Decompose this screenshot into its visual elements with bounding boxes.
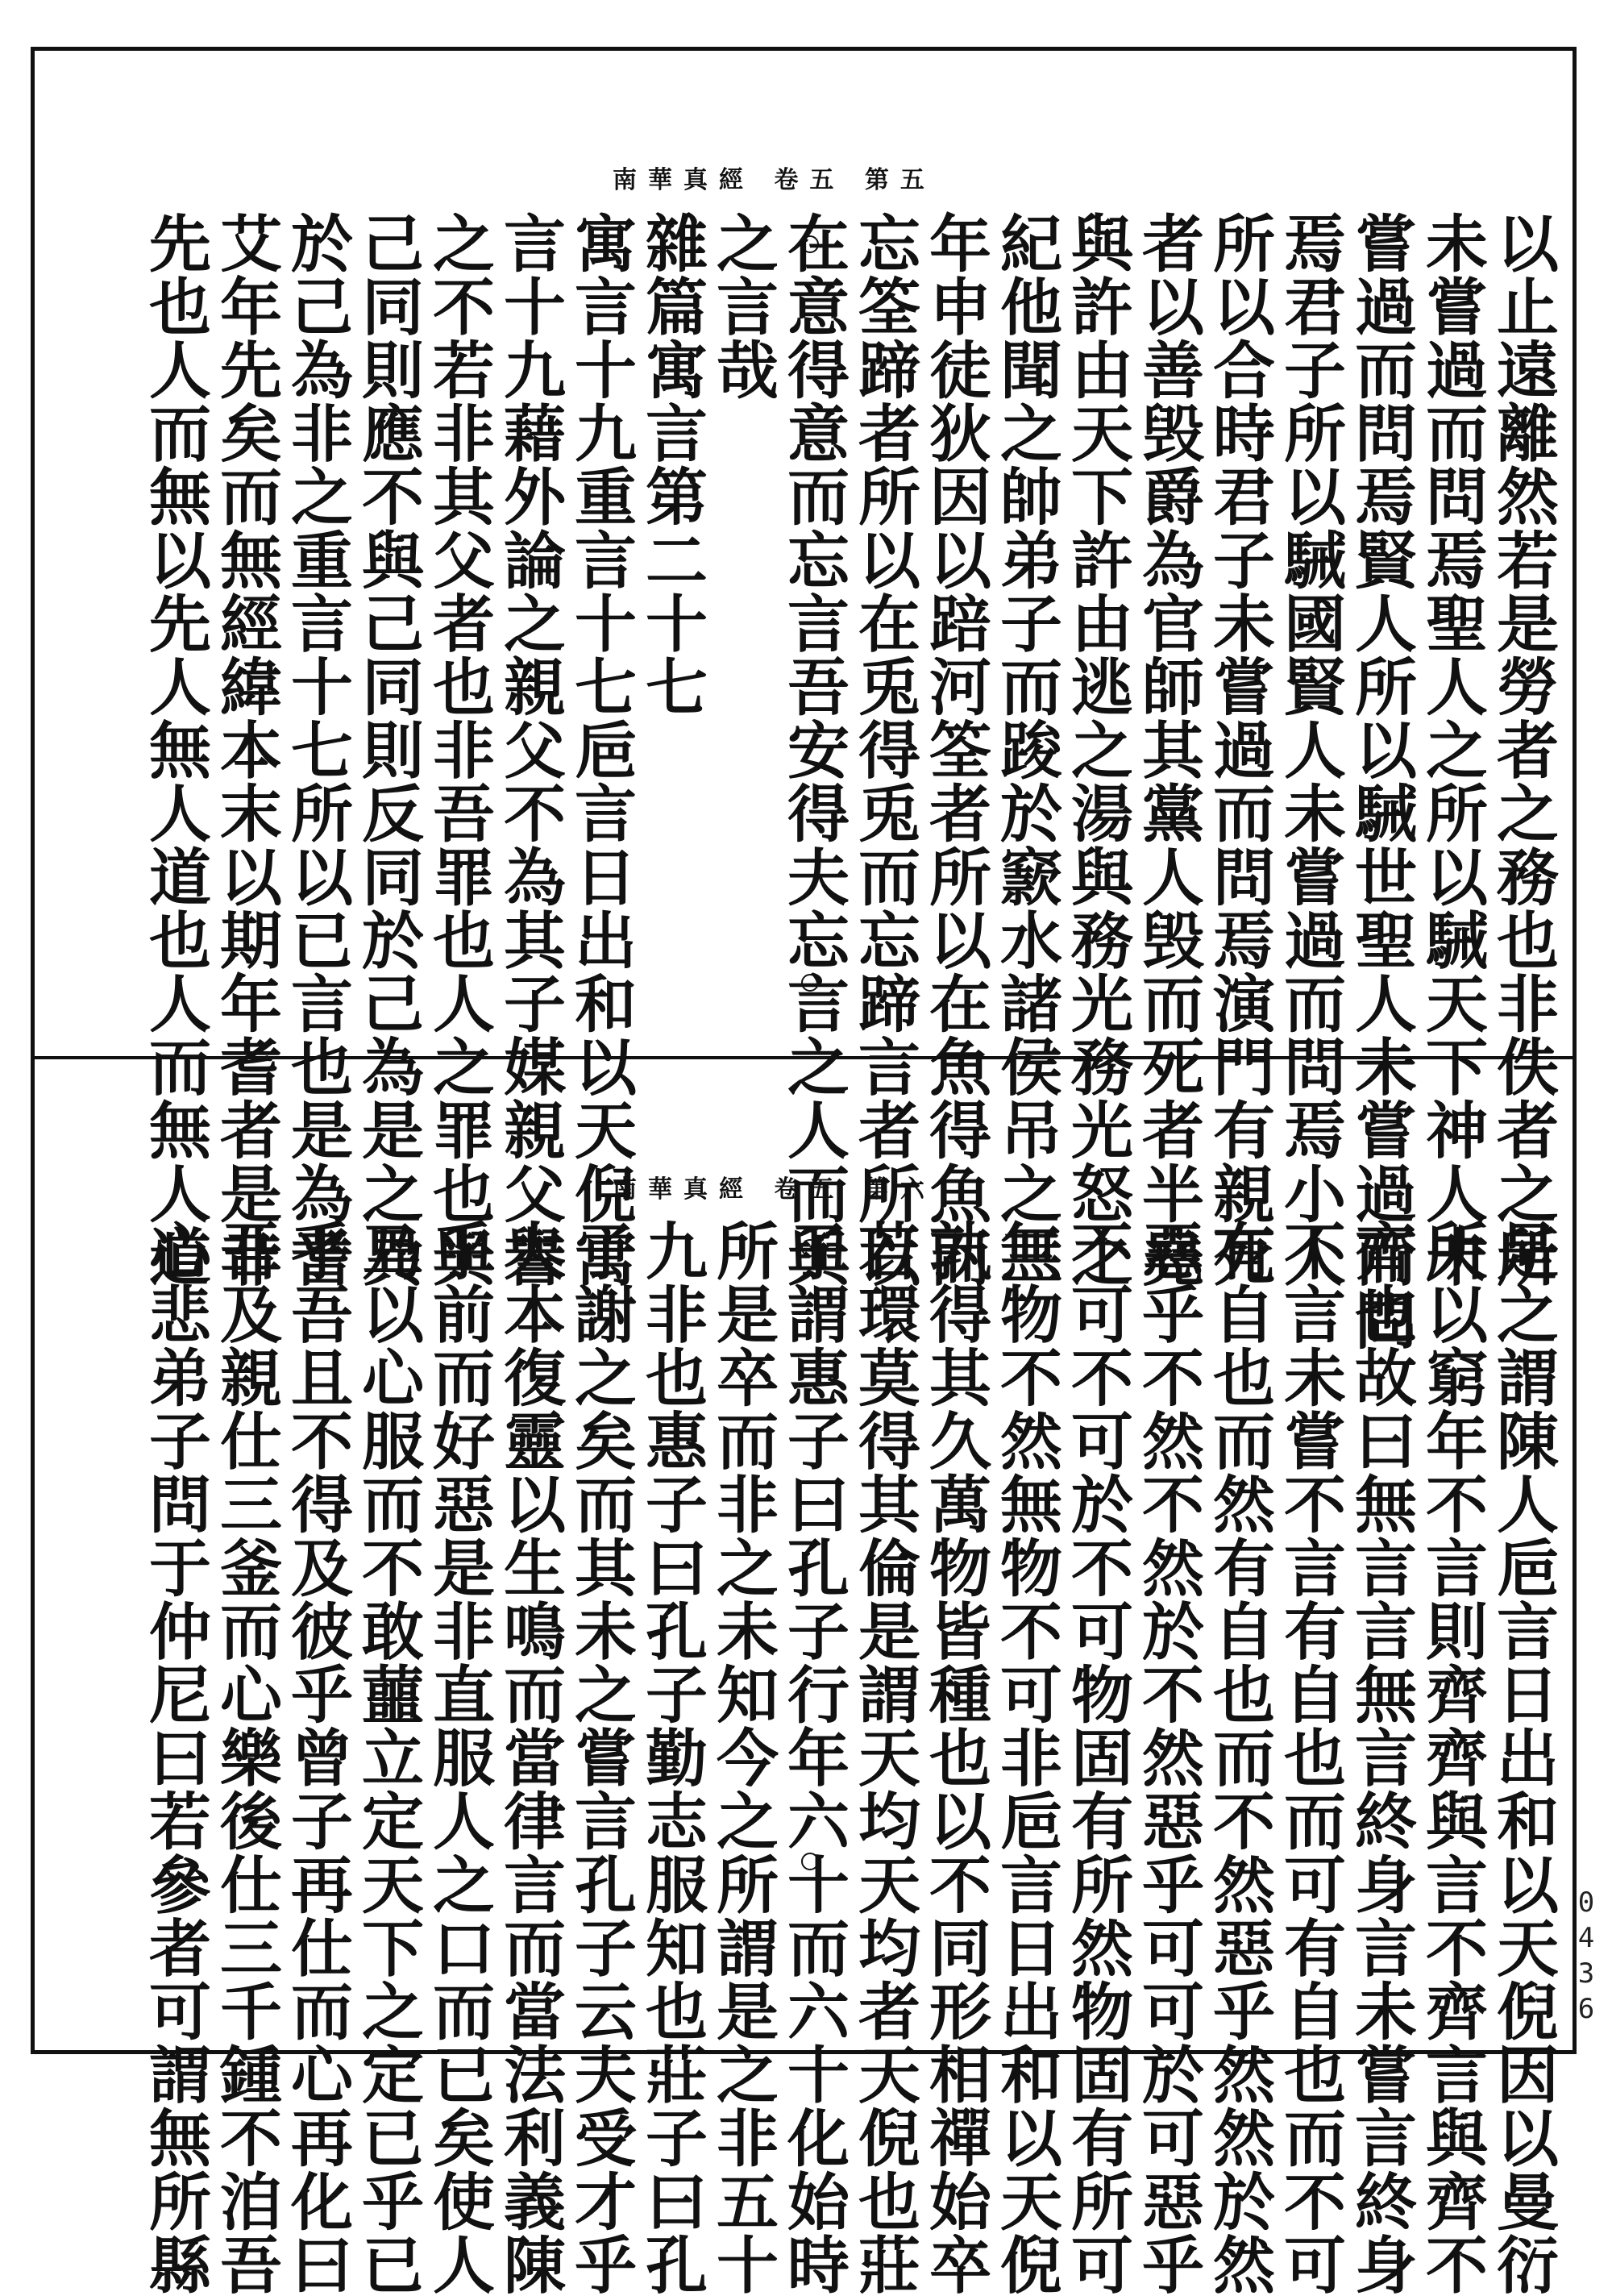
page-number: 0436 [1570, 1886, 1602, 2028]
text-column: 乃以心服而不敢蘁立定天下之定已乎已 [351, 1219, 424, 2296]
text-column: 言十九藉外論之親父不為其子媒親父譽 [493, 211, 566, 1289]
text-column: 於己為非之重言十七所以已言也是為耆 [280, 211, 353, 1289]
text-column: 未嘗過而問焉聖人之所以駴天下神人未 [1415, 211, 1488, 1289]
text-column: 己同則應不與己同則反同於己為是之異 [351, 211, 424, 1289]
text-column: 子謝之矣而其未之嘗言孔子云夫受才乎 [564, 1219, 637, 2296]
text-column: 不言未嘗不言有自也而可有自也而不可 [1273, 1219, 1346, 2296]
text-column: 心悲弟子問于仲尼曰若參者可謂無所縣 [139, 1219, 211, 2296]
text-column: 乎前而好惡是非直服人之口而已矣使人 [422, 1219, 495, 2296]
top-page-header: 南華真經 卷五 第五 [613, 166, 936, 194]
text-column: 有自也而然有自也而不然惡乎然然於然 [1203, 1219, 1275, 2296]
text-column: 子謂惠子曰孔子行年六十而六十化始時 [777, 1219, 850, 2296]
text-column: 惡乎不然不然於不然惡乎可可於可惡乎 [1132, 1219, 1204, 2296]
text-column: 所以窮年不言則齊齊與言不齊言與齊不 [1415, 1219, 1488, 2296]
text-column: 焉君子所以駴國賢人未嘗過而問焉小人 [1273, 211, 1346, 1289]
circle-marker-icon [801, 974, 819, 992]
text-column: 所以合時君子未嘗過而問焉演門有親死 [1203, 211, 1275, 1289]
text-column: 所是卒而非之未知今之所謂是之非五十 [706, 1219, 779, 2296]
text-column: 寓言十九重言十七巵言日出和以天倪寓 [564, 211, 637, 1289]
text-column: 以止遠離然若是勞者之務也非佚者之所 [1486, 211, 1559, 1289]
text-column: 若環莫得其倫是謂天均天均者天倪也莊 [848, 1219, 920, 2296]
text-column: 先也人而無以先人無人道也人而無人道 [139, 211, 211, 1289]
circle-marker-icon [801, 1239, 819, 1257]
text-column: 忘筌蹄者所以在兎得兎而忘蹄言者所以 [848, 211, 920, 1289]
text-column: 吾及親仕三釜而心樂後仕三千鍾不洎吾 [210, 1219, 282, 2296]
text-column: 年申徒狄因以踣河筌者所以在魚得魚而 [919, 211, 991, 1289]
circle-marker-icon [801, 235, 819, 253]
text-column: 大本復靈以生鳴而當律言而當法利義陳 [493, 1219, 566, 2296]
text-column: 艾年先矣而無經緯本末以期年耆者是非 [210, 211, 282, 1289]
bottom-page-header: 南華真經 卷五 第六 [613, 1175, 936, 1204]
text-column: 不可不可於不可物固有所然物固有所可 [1061, 1219, 1133, 2296]
text-column: 乎吾且不得及彼乎曾子再仕而心再化曰 [280, 1219, 353, 2296]
text-column: 在意得意而忘言吾安得夫忘言之人而與 [777, 211, 850, 1289]
text-column: 雜篇寓言第二十七 [635, 211, 708, 718]
text-column: 齊也故曰無言言無言終身言未嘗言終身 [1344, 1219, 1417, 2296]
text-column: 嘗過而問焉賢人所以駴世聖人未嘗過而問 [1344, 211, 1417, 1352]
text-column: 之言哉 [706, 211, 779, 401]
text-column: 者以善毁爵為官師其黨人毁而死者半堯 [1132, 211, 1204, 1289]
text-column: 孰得其久萬物皆種也以不同形相禪始卒 [919, 1219, 991, 2296]
text-column: 九非也惠子曰孔子勤志服知也莊子曰孔 [635, 1219, 708, 2296]
text-column: 無物不然無物不可非巵言日出和以天倪 [990, 1219, 1062, 2296]
text-column: 紀他聞之帥弟子而踆於窾水諸侯吊之三 [990, 211, 1062, 1289]
circle-marker-icon [801, 1853, 819, 1870]
text-column: 與許由天下許由逃之湯與務光務光怒之 [1061, 211, 1133, 1289]
text-column: 是之謂陳人巵言日出和以天倪因以曼衍 [1486, 1219, 1559, 2296]
text-column: 之不若非其父者也非吾罪也人之罪也與 [422, 211, 495, 1289]
